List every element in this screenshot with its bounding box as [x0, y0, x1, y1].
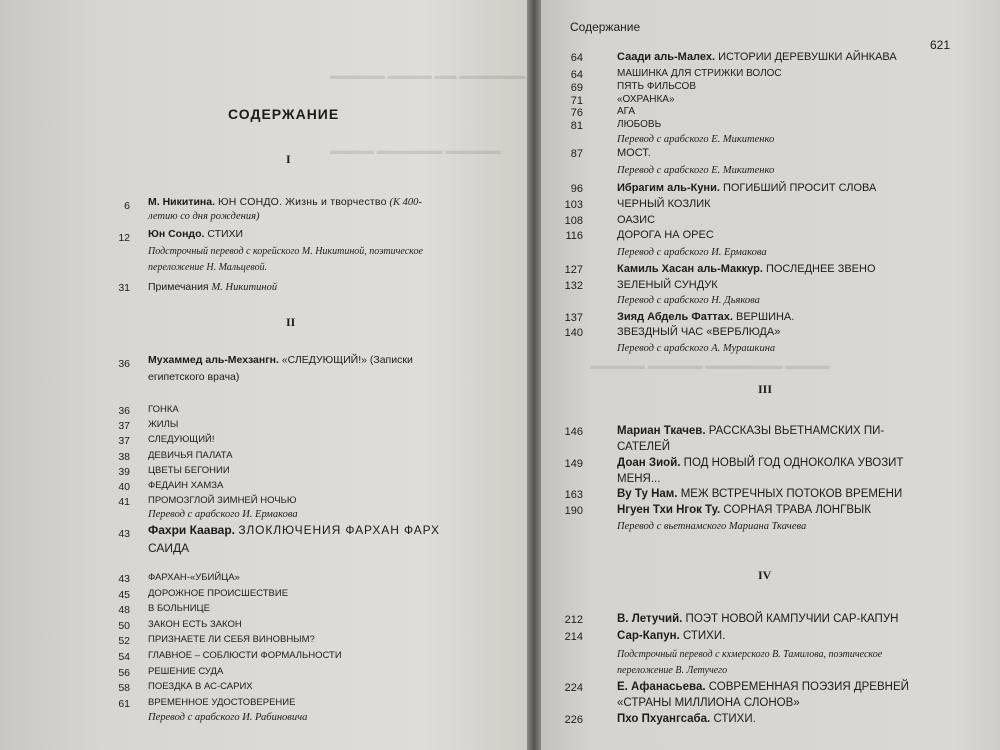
- toc-page-number: 43: [118, 573, 130, 585]
- toc-list-item: ДОРОЖНОЕ ПРОИСШЕСТВИЕ: [148, 587, 289, 599]
- toc-page-number: 149: [564, 458, 583, 470]
- toc-title: ЗЛОКЛЮЧЕНИЯ ФАРХАН ФАРХ: [238, 523, 440, 537]
- toc-page-number: 137: [564, 312, 583, 324]
- toc-page-number: 116: [565, 230, 583, 242]
- toc-title: ИСТОРИИ ДЕРЕВУШКИ АЙНКАВА: [718, 51, 897, 63]
- toc-title: ПОГИБШИЙ ПРОСИТ СЛОВА: [722, 182, 877, 194]
- toc-page-number: 214: [564, 631, 583, 643]
- toc-page-number: 12: [118, 232, 130, 244]
- toc-title: СТИХИ.: [682, 630, 726, 642]
- toc-author: Саади аль-Малех.: [617, 51, 716, 63]
- toc-author: Зияд Абдель Фаттах.: [617, 311, 733, 323]
- toc-list-item: РЕШЕНИЕ СУДА: [148, 665, 224, 677]
- toc-person: М. Никитиной: [211, 282, 278, 293]
- toc-translation: Перевод с арабского Е. Микитенко: [617, 134, 775, 145]
- toc-title: СОВРЕМЕННАЯ ПОЭЗИЯ ДРЕВНЕЙ: [708, 681, 909, 693]
- toc-author: М. Никитина.: [148, 196, 216, 208]
- bleed-through: ▬▬▬▬▬ ▬▬▬▬▬ ▬▬▬▬▬▬▬ ▬▬▬▬: [590, 360, 830, 372]
- toc-page-number: 103: [564, 199, 583, 211]
- toc-list-item: В БОЛЬНИЦЕ: [148, 603, 210, 615]
- toc-author: Ву Ту Нам.: [617, 488, 678, 500]
- toc-page-number: 6: [124, 200, 130, 212]
- toc-page-number: 127: [564, 264, 583, 276]
- section-iv: IV: [758, 568, 772, 582]
- toc-list-item: ЗАКОН ЕСТЬ ЗАКОН: [148, 618, 242, 630]
- toc-page-number: 190: [564, 505, 583, 517]
- toc-page-number: 52: [118, 635, 130, 648]
- toc-page-number: 41: [118, 496, 130, 509]
- toc-author: Нгуен Тхи Нгок Ту.: [617, 504, 721, 516]
- toc-page-number: 212: [564, 614, 583, 626]
- toc-title: ПОД НОВЫЙ ГОД ОДНОКОЛКА УВОЗИТ: [683, 457, 904, 469]
- toc-title: ЧЕРНЫЙ КОЗЛИК: [617, 198, 711, 210]
- toc-title: ЮН СОНДО. Жизнь и творчество: [217, 196, 387, 208]
- bleed-through: ▬▬▬▬▬ ▬▬▬▬ ▬▬ ▬▬▬▬▬▬: [330, 70, 526, 82]
- toc-translation: Перевод с арабского Н. Дьякова: [617, 295, 760, 306]
- book-gutter: [527, 0, 541, 750]
- toc-entry: [617, 630, 725, 642]
- toc-list-item: МАШИНКА ДЛЯ СТРИЖКИ ВОЛОС: [617, 68, 782, 79]
- toc-author: Фахри Каавар.: [148, 523, 236, 537]
- toc-entry: [617, 182, 876, 194]
- toc-author: Сар-Капун.: [617, 630, 680, 642]
- toc-entry: [617, 681, 909, 693]
- toc-title: САТЕЛЕЙ: [617, 441, 671, 453]
- toc-page-number: 87: [570, 148, 583, 160]
- toc-note: летию со дня рождения): [148, 211, 260, 222]
- page-number: 621: [930, 38, 951, 52]
- toc-page-number: 64: [570, 52, 583, 64]
- toc-title: ПОЭТ НОВОЙ КАМПУЧИИ САР-КАПУН: [685, 613, 899, 625]
- toc-entry: [617, 713, 756, 725]
- running-head: Содержание: [570, 20, 641, 34]
- toc-heading: СОДЕРЖАНИЕ: [228, 106, 340, 122]
- toc-page-number: 36: [118, 358, 130, 370]
- toc-title: ЗВЕЗДНЫЙ ЧАС «ВЕРБЛЮДА»: [617, 326, 781, 338]
- toc-page-number: 37: [118, 435, 130, 448]
- toc-title: ВЕРШИНА.: [735, 311, 795, 323]
- toc-translation: Перевод с арабского И. Рабиновича: [148, 712, 308, 723]
- toc-page-number: 140: [564, 327, 583, 339]
- toc-page-number: 81: [570, 120, 583, 133]
- toc-entry: [617, 51, 897, 63]
- toc-list-item: ФАРХАН-«УБИЙЦА»: [148, 572, 240, 583]
- toc-entry: [617, 613, 898, 625]
- toc-page-number: 163: [564, 489, 583, 501]
- toc-list-item: ПЯТЬ ФИЛЬСОВ: [617, 80, 697, 92]
- toc-title: ЗЕЛЕНЫЙ СУНДУК: [617, 279, 718, 291]
- toc-translation: Перевод с арабского И. Ермакова: [617, 247, 767, 258]
- toc-translation: Перевод с арабского Е. Микитенко: [617, 165, 775, 176]
- toc-title: СОРНАЯ ТРАВА ЛОНГВЫК: [723, 504, 871, 516]
- toc-list-item: АГА: [617, 106, 636, 118]
- toc-title: «СТРАНЫ МИЛЛИОНА СЛОНОВ»: [617, 697, 800, 709]
- bleed-through: ▬▬▬▬ ▬▬▬▬▬▬ ▬▬▬▬▬: [330, 145, 501, 157]
- toc-page-number: 76: [570, 107, 583, 120]
- toc-entry: [148, 523, 440, 537]
- toc-page-number: 39: [118, 465, 130, 478]
- toc-page-number: 31: [118, 282, 130, 294]
- toc-entry: [148, 196, 422, 208]
- section-iii: III: [758, 382, 773, 396]
- toc-translation: переложение В. Летучего: [617, 665, 728, 676]
- toc-page-number: 36: [118, 405, 130, 417]
- right-page: [537, 0, 1000, 750]
- toc-title: МОСТ.: [617, 147, 651, 159]
- toc-list-item: ГОНКА: [148, 404, 179, 415]
- toc-page-number: 56: [118, 666, 130, 679]
- toc-translation: Подстрочный перевод с кхмерского В. Тамилова, поэтическое: [617, 649, 883, 660]
- toc-author: Ибрагим аль-Куни.: [617, 182, 720, 194]
- toc-page-number: 64: [570, 69, 583, 81]
- toc-title: Примечания: [148, 281, 209, 293]
- toc-title: РАССКАЗЫ ВЬЕТНАМСКИХ ПИ-: [708, 425, 885, 437]
- toc-title: «СЛЕДУЮЩИЙ!»: [281, 354, 367, 366]
- toc-translation: Перевод с арабского И. Ермакова: [148, 509, 298, 520]
- toc-list-item: ЛЮБОВЬ: [617, 119, 662, 131]
- toc-note: (К 400-: [389, 197, 422, 208]
- toc-list-item: ДЕВИЧЬЯ ПАЛАТА: [148, 449, 233, 461]
- toc-author: Мухаммед аль-Мехзангн.: [148, 354, 279, 366]
- toc-list-item: ГЛАВНОЕ – СОБЛЮСТИ ФОРМАЛЬНОСТИ: [148, 650, 342, 661]
- toc-list-item: ПРИЗНАЕТЕ ЛИ СЕБЯ ВИНОВНЫМ?: [148, 634, 315, 646]
- toc-page-number: 61: [118, 697, 130, 710]
- toc-page-number: 96: [570, 183, 583, 195]
- toc-translation: Перевод с вьетнамского Мариана Ткачева: [617, 521, 807, 532]
- toc-page-number: 37: [118, 420, 130, 433]
- toc-title: ПОСЛЕДНЕЕ ЗВЕНО: [765, 263, 876, 275]
- toc-entry: [148, 281, 277, 293]
- toc-entry: [617, 504, 871, 516]
- toc-list-item: ПРОМОЗГЛОЙ ЗИМНЕЙ НОЧЬЮ: [148, 495, 297, 507]
- section-i: I: [286, 152, 291, 166]
- toc-title: МЕНЯ...: [617, 473, 661, 485]
- toc-list-item: ЦВЕТЫ БЕГОНИИ: [148, 464, 230, 476]
- toc-entry: [617, 311, 794, 323]
- toc-author: Доан Зиой.: [617, 457, 681, 469]
- toc-entry: [617, 457, 903, 469]
- toc-title: САИДА: [148, 541, 190, 555]
- toc-author: Е. Афанасьева.: [617, 681, 706, 693]
- toc-page-number: 224: [564, 682, 583, 694]
- toc-list-item: «ОХРАНКА»: [617, 93, 675, 105]
- toc-page-number: 226: [564, 714, 583, 726]
- toc-list-item: ЖИЛЫ: [148, 419, 179, 431]
- toc-page-number: 45: [118, 588, 130, 601]
- toc-title: МЕЖ ВСТРЕЧНЫХ ПОТОКОВ ВРЕМЕНИ: [680, 488, 903, 500]
- toc-list-item: ВРЕМЕННОЕ УДОСТОВЕРЕНИЕ: [148, 696, 296, 708]
- toc-page-number: 108: [564, 215, 583, 227]
- toc-list-item: СЛЕДУЮЩИЙ!: [148, 434, 215, 446]
- toc-title: ДОРОГА НА ОРЕС: [617, 229, 714, 241]
- toc-page-number: 146: [564, 426, 583, 438]
- toc-list-item: ПОЕЗДКА В АС-САРИХ: [148, 681, 253, 693]
- toc-title: СТИХИ.: [713, 713, 756, 725]
- toc-list-item: ФЕДАИН ХАМЗА: [148, 480, 224, 491]
- toc-translation: Подстрочный перевод с корейского М. Никитиной, поэтическое: [148, 246, 423, 257]
- toc-note: египетского врача): [148, 371, 240, 383]
- toc-page-number: 132: [564, 280, 583, 292]
- toc-author: Мариан Ткачев.: [617, 425, 706, 437]
- toc-page-number: 38: [118, 450, 130, 463]
- toc-author: Пхо Пхуангсаба.: [617, 713, 711, 725]
- toc-page-number: 50: [118, 619, 130, 632]
- section-ii: II: [286, 315, 296, 329]
- toc-entry: [148, 354, 413, 366]
- toc-entry: [617, 425, 884, 437]
- toc-entry: [617, 263, 876, 275]
- toc-title: ОАЗИС: [617, 214, 656, 226]
- toc-author: В. Летучий.: [617, 613, 683, 625]
- toc-page-number: 48: [118, 604, 130, 617]
- toc-page-number: 58: [118, 682, 130, 695]
- toc-entry: [617, 488, 902, 500]
- toc-page-number: 71: [570, 94, 583, 107]
- toc-author: Юн Сондо.: [148, 228, 205, 240]
- toc-page-number: 43: [118, 528, 130, 540]
- toc-note: (Записки: [369, 354, 413, 366]
- toc-page-number: 40: [118, 481, 130, 493]
- toc-translation: Перевод с арабского А. Мурашкина: [617, 343, 776, 354]
- toc-entry: [148, 228, 243, 240]
- toc-page-number: 54: [118, 651, 130, 663]
- toc-author: Камиль Хасан аль-Маккур.: [617, 263, 763, 275]
- toc-page-number: 69: [570, 81, 583, 94]
- toc-translation: переложение Н. Мальцевой.: [148, 262, 268, 273]
- toc-title: СТИХИ: [207, 228, 244, 240]
